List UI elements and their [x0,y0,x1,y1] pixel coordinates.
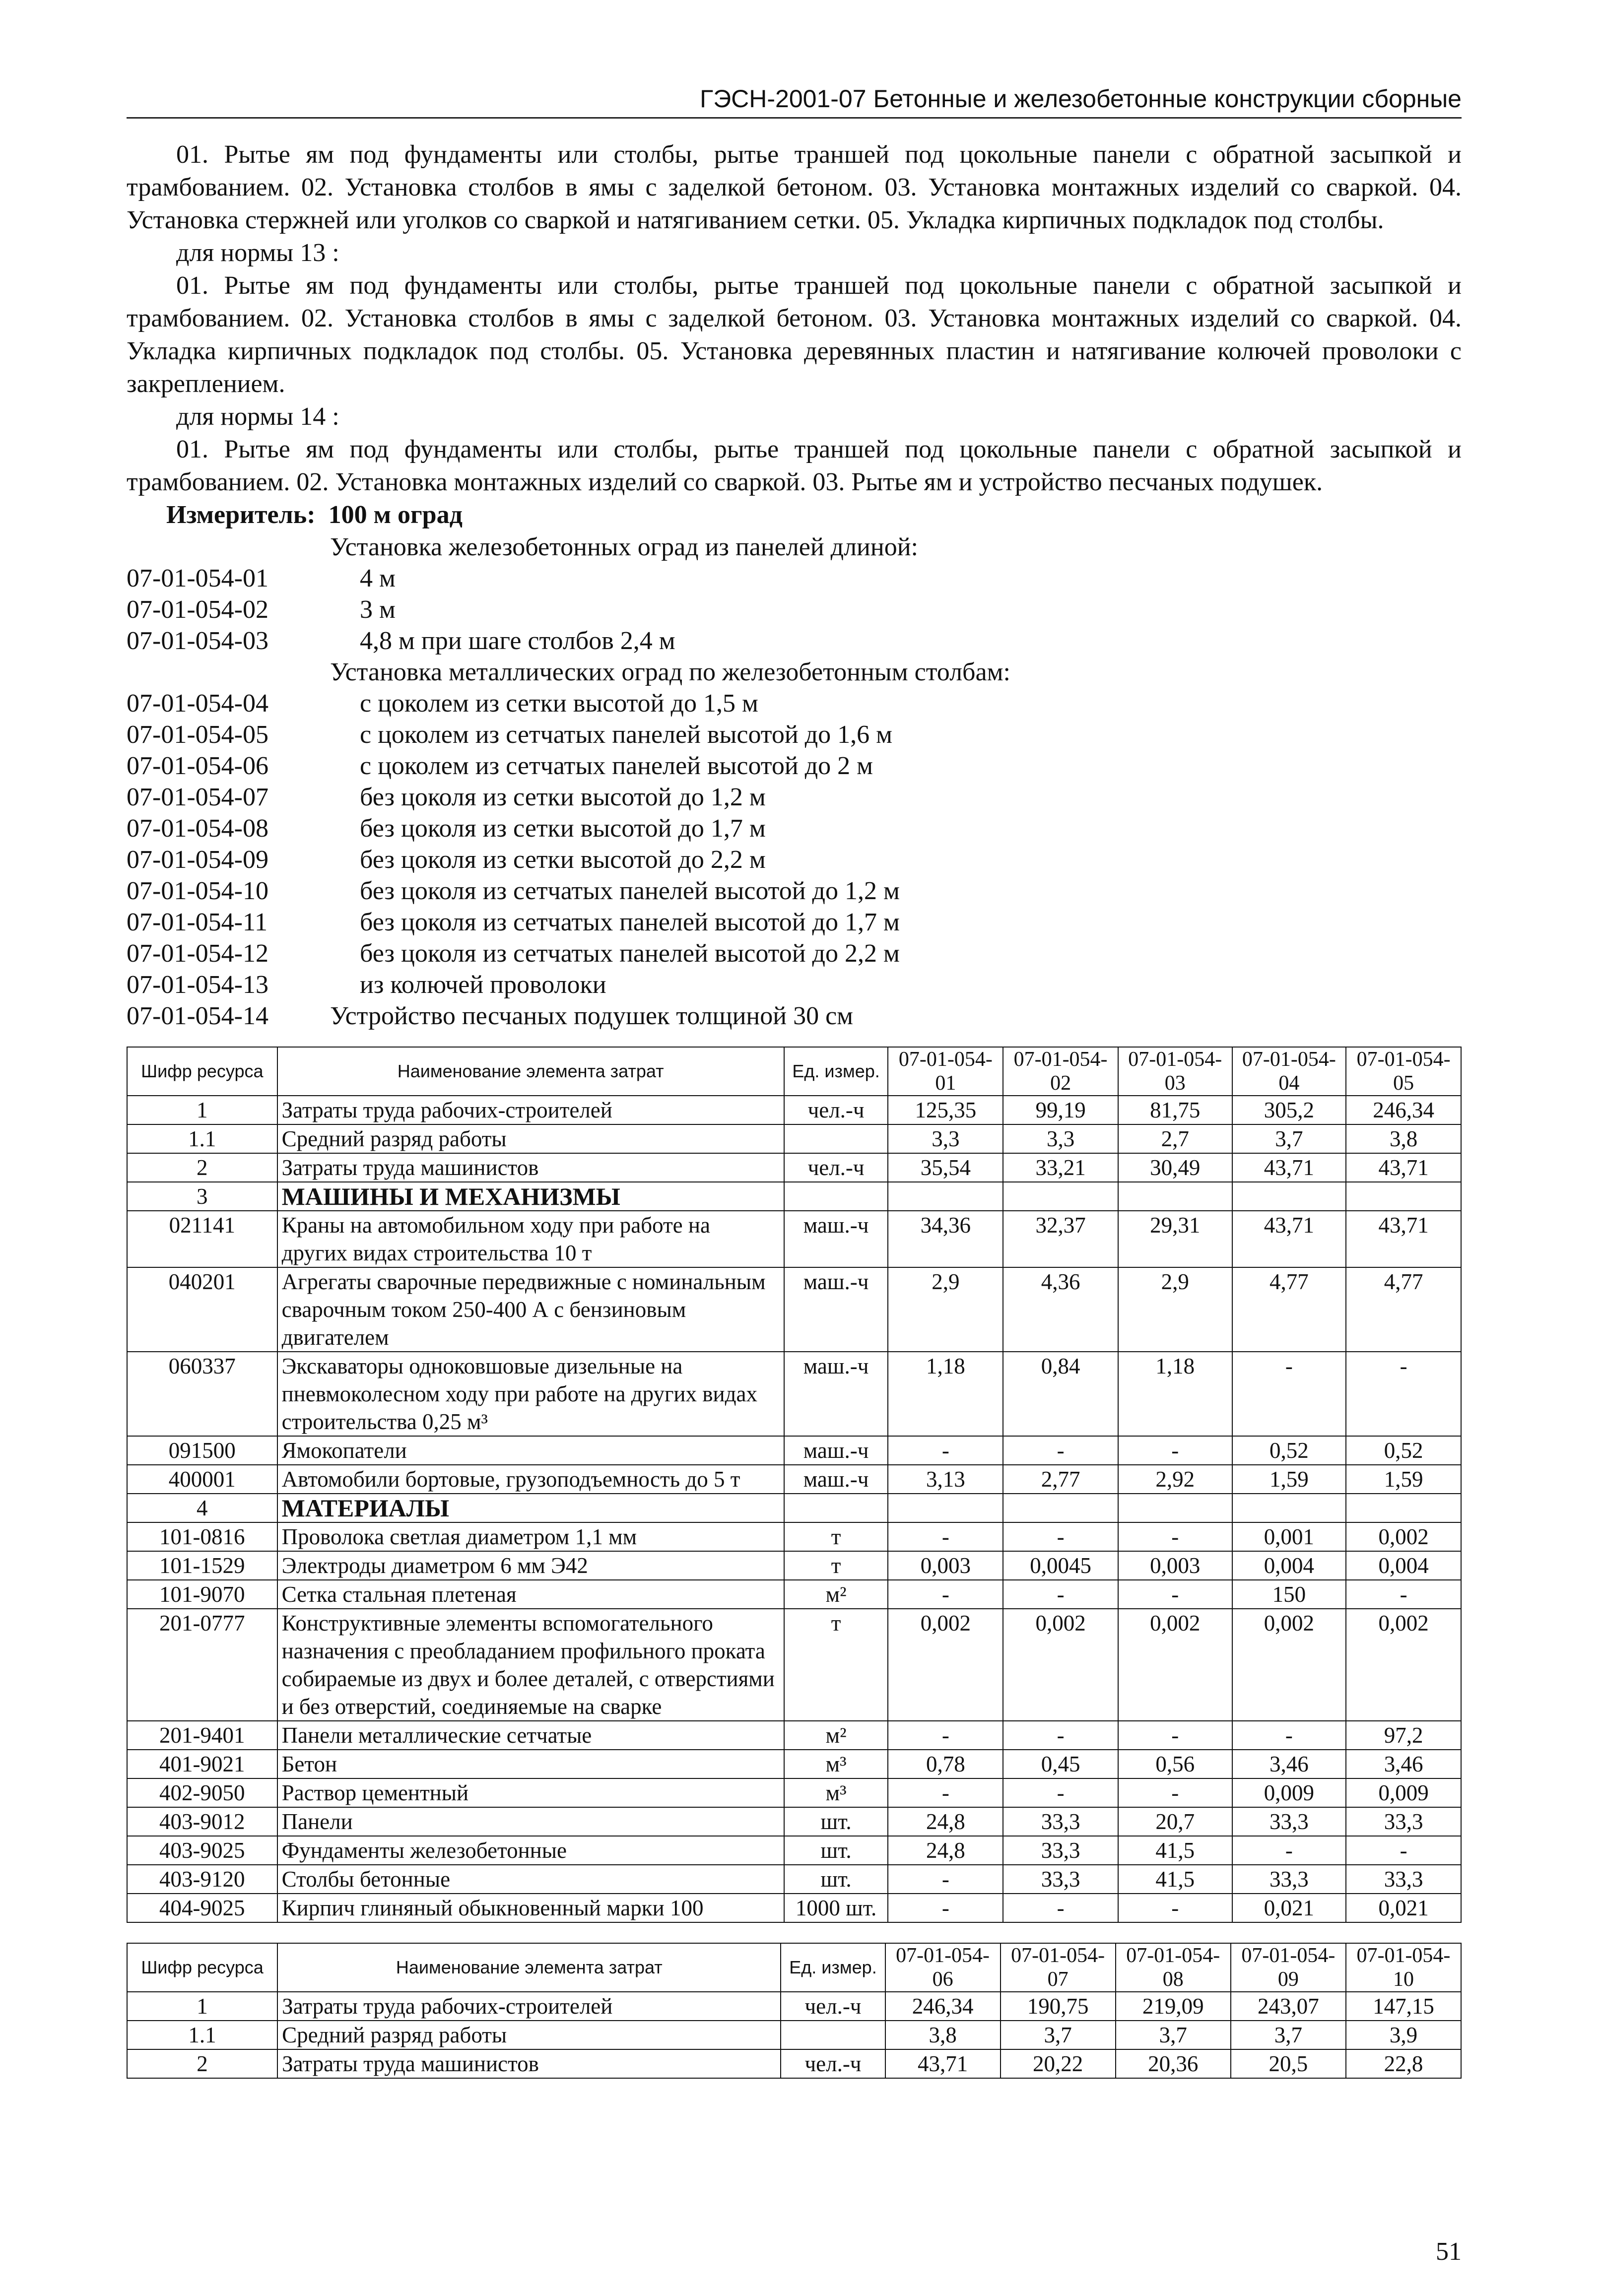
cell-code: 403-9025 [127,1836,277,1865]
cell-name: Электроды диаметром 6 мм Э42 [277,1551,784,1580]
cell-value: 81,75 [1118,1096,1232,1124]
cell-value: 0,84 [1003,1352,1118,1436]
cell-value [888,1182,1003,1211]
table-body [127,1992,1461,2078]
table-row [127,1551,1461,1580]
cell-unit: чел.-ч [781,2049,885,2078]
table-body [127,1096,1461,1922]
cell-value: - [1003,1580,1118,1609]
cell-code: 403-9012 [127,1807,277,1836]
cell-value: 147,15 [1346,1992,1461,2021]
header-unit: Ед. измер. [784,1047,888,1096]
cell-value: 20,36 [1116,2049,1231,2078]
header-norm: 07-01-054-04 [1232,1047,1346,1096]
header-norm: 07-01-054-08 [1116,1943,1231,1992]
cell-name: Ямокопатели [277,1436,784,1465]
cell-value: 1,18 [888,1352,1003,1436]
cell-value: 29,31 [1118,1211,1232,1267]
norm-name: 3 м [360,595,396,624]
norm-name: с цоколем из сетки высотой до 1,5 м [360,689,758,718]
cell-name: Столбы бетонные [277,1865,784,1894]
norm-name: с цоколем из сетчатых панелей высотой до 2 м [360,752,873,780]
resource-table-2 [127,1943,1462,2079]
table-row [127,1211,1461,1267]
cell-value: 0,009 [1346,1778,1461,1807]
cell-value: 0,52 [1346,1436,1461,1465]
norm-code: 07-01-054-06 [127,752,268,780]
cell-value: 99,19 [1003,1096,1118,1124]
cell-unit: м³ [784,1778,888,1807]
cell-value: 3,13 [888,1465,1003,1494]
norm-code: 07-01-054-04 [127,689,268,718]
cell-value: - [1118,1721,1232,1750]
cell-unit: м³ [784,1750,888,1778]
measure-value: 100 м оград [328,501,463,529]
cell-value: - [888,1522,1003,1551]
cell-value: - [1346,1352,1461,1436]
cell-value: 20,22 [1001,2049,1116,2078]
resource-table-1 [127,1047,1462,1923]
cell-code: 4 [127,1494,277,1522]
cell-unit [784,1494,888,1522]
cell-code: 060337 [127,1352,277,1436]
cell-value: 243,07 [1231,1992,1346,2021]
cell-name: МАШИНЫ И МЕХАНИЗМЫ [277,1182,784,1211]
cell-value: 43,71 [1232,1211,1346,1267]
table-row [127,2021,1461,2049]
cell-value: 219,09 [1116,1992,1231,2021]
cell-value: - [1118,1436,1232,1465]
cell-name: Затраты труда машинистов [277,1153,784,1182]
norm-code-row [127,813,1462,844]
cell-value: 33,3 [1003,1807,1118,1836]
measure-label: Измеритель: [166,501,316,529]
cell-value: 0,003 [1118,1551,1232,1580]
cell-value: 0,002 [1346,1609,1461,1721]
cell-name: Панели [277,1807,784,1836]
cell-name: Проволока светлая диаметром 1,1 мм [277,1522,784,1551]
cell-value: 43,71 [1232,1153,1346,1182]
cell-value [888,1494,1003,1522]
norm-code: 07-01-054-10 [127,877,268,905]
cell-value: 43,71 [1346,1211,1461,1267]
cell-code: 101-1529 [127,1551,277,1580]
table-row [127,1124,1461,1153]
norm-name: без цоколя из сетчатых панелей высотой до 1,7 м [360,908,900,936]
cell-value [1232,1494,1346,1522]
cell-unit: шт. [784,1865,888,1894]
cell-value: 190,75 [1001,1992,1116,2021]
cell-value: 20,7 [1118,1807,1232,1836]
cell-value: 24,8 [888,1807,1003,1836]
cell-code: 1.1 [127,2021,277,2049]
norm-code-row [127,563,1462,594]
cell-value: - [1003,1436,1118,1465]
cell-value: 3,7 [1231,2021,1346,2049]
cell-value: 1,59 [1232,1465,1346,1494]
header-norm: 07-01-054-05 [1346,1047,1461,1096]
header-norm: 07-01-054-02 [1003,1047,1118,1096]
cell-value: 0,002 [888,1609,1003,1721]
table-row [127,1609,1461,1721]
norm-13-label: для нормы 13 : [176,239,339,267]
table-row [127,1807,1461,1836]
cell-value: 2,9 [888,1267,1003,1352]
cell-value: 33,3 [1232,1865,1346,1894]
cell-name: Средний разряд работы [277,2021,781,2049]
table-row [127,1436,1461,1465]
cell-value: 3,9 [1346,2021,1461,2049]
cell-value: - [1232,1721,1346,1750]
cell-code: 2 [127,2049,277,2078]
cell-value: - [1346,1580,1461,1609]
cell-value: - [1118,1894,1232,1922]
table-header-row [127,1047,1461,1096]
header-name: Наименование элемента затрат [277,1047,784,1096]
norm-codes-list [127,531,1462,1032]
work-composition [127,138,1462,499]
table-row [127,1836,1461,1865]
cell-name: Конструктивные элементы вспомогательного назначения с преобладанием профильного проката собираемые из двух и более деталей, с отверстиями и без отверстий, соединяемые на сварке [277,1609,784,1721]
cell-name: Кирпич глиняный обыкновенный марки 100 [277,1894,784,1922]
cell-unit: м² [784,1721,888,1750]
cell-value: 35,54 [888,1153,1003,1182]
cell-value: 3,46 [1232,1750,1346,1778]
cell-value [1003,1182,1118,1211]
cell-value: 0,002 [1118,1609,1232,1721]
cell-value: 0,78 [888,1750,1003,1778]
cell-code: 400001 [127,1465,277,1494]
table-row [127,1721,1461,1750]
cell-value [1118,1182,1232,1211]
cell-name: Раствор цементный [277,1778,784,1807]
cell-value: 33,3 [1346,1807,1461,1836]
norm-code-row [127,1000,1462,1032]
cell-unit: маш.-ч [784,1211,888,1267]
norm-code-row [127,719,1462,750]
cell-value: 150 [1232,1580,1346,1609]
cell-value: 2,7 [1118,1124,1232,1153]
cell-value: 0,021 [1346,1894,1461,1922]
cell-value: 4,77 [1232,1267,1346,1352]
header-norm: 07-01-054-01 [888,1047,1003,1096]
cell-value: - [1003,1894,1118,1922]
cell-value: 0,002 [1346,1522,1461,1551]
document-page [127,84,1462,2079]
cell-unit: 1000 шт. [784,1894,888,1922]
cell-code: 401-9021 [127,1750,277,1778]
cell-name: Агрегаты сварочные передвижные с номинальным сварочным током 250-400 А с бензиновым двигателем [277,1267,784,1352]
norm-code-row [127,625,1462,656]
cell-unit [781,2021,885,2049]
norm-name: 4,8 м при шаге столбов 2,4 м [360,627,675,655]
cell-value: - [888,1894,1003,1922]
cell-name: Затраты труда рабочих-строителей [277,1992,781,2021]
norm-14-label: для нормы 14 : [176,402,339,431]
cell-name: Панели металлические сетчатые [277,1721,784,1750]
norm-code-row [127,969,1462,1000]
norm-code: 07-01-054-08 [127,814,268,843]
cell-code: 404-9025 [127,1894,277,1922]
header-name: Наименование элемента затрат [277,1943,781,1992]
cell-value: - [1232,1836,1346,1865]
cell-value: 22,8 [1346,2049,1461,2078]
cell-unit: маш.-ч [784,1436,888,1465]
norm-name: без цоколя из сетчатых панелей высотой до 1,2 м [360,877,900,905]
cell-unit: маш.-ч [784,1465,888,1494]
cell-value: 3,46 [1346,1750,1461,1778]
cell-value: 33,3 [1003,1865,1118,1894]
cell-value: 97,2 [1346,1721,1461,1750]
header-norm: 07-01-054-07 [1001,1943,1116,1992]
cell-value [1346,1494,1461,1522]
cell-value: 3,8 [1346,1124,1461,1153]
cell-value: 34,36 [888,1211,1003,1267]
header-norm: 07-01-054-10 [1346,1943,1461,1992]
cell-value: 41,5 [1118,1836,1232,1865]
measure-line [127,499,1462,531]
cell-unit: т [784,1551,888,1580]
cell-name: Затраты труда рабочих-строителей [277,1096,784,1124]
table-row [127,1267,1461,1352]
norm-name: без цоколя из сетки высотой до 1,2 м [360,783,766,811]
norm-name: без цоколя из сетки высотой до 2,2 м [360,846,766,874]
cell-value: 30,49 [1118,1153,1232,1182]
norm-group-heading: Установка железобетонных оград из панелей длиной: [330,533,918,561]
table-header-row [127,1943,1461,1992]
cell-code: 1.1 [127,1124,277,1153]
cell-value: - [1232,1352,1346,1436]
table-row [127,1865,1461,1894]
cell-code: 3 [127,1182,277,1211]
cell-value: 0,56 [1118,1750,1232,1778]
cell-value [1232,1182,1346,1211]
cell-value: - [888,1778,1003,1807]
cell-value: 1,18 [1118,1352,1232,1436]
cell-value: 32,37 [1003,1211,1118,1267]
table-row [127,1494,1461,1522]
table-row [127,1153,1461,1182]
cell-value: 43,71 [1346,1153,1461,1182]
cell-value: - [888,1580,1003,1609]
cell-value: 3,3 [1003,1124,1118,1153]
cell-value: - [888,1721,1003,1750]
cell-value: 246,34 [885,1992,1001,2021]
cell-value: 33,3 [1232,1807,1346,1836]
cell-unit: т [784,1522,888,1551]
cell-value: 3,7 [1001,2021,1116,2049]
cell-value: 0,45 [1003,1750,1118,1778]
cell-code: 091500 [127,1436,277,1465]
norm-name: без цоколя из сетчатых панелей высотой до 2,2 м [360,939,900,968]
cell-unit [784,1182,888,1211]
norm-code-row [127,938,1462,969]
cell-unit [784,1124,888,1153]
cell-value: 0,009 [1232,1778,1346,1807]
cell-unit: чел.-ч [784,1153,888,1182]
table-row [127,1778,1461,1807]
cell-value: - [1346,1836,1461,1865]
cell-name: МАТЕРИАЛЫ [277,1494,784,1522]
header-norm: 07-01-054-03 [1118,1047,1232,1096]
header-code: Шифр ресурса [127,1943,277,1992]
cell-value: 3,7 [1232,1124,1346,1153]
cell-value: 24,8 [888,1836,1003,1865]
cell-value: 0,004 [1346,1551,1461,1580]
table-row [127,1894,1461,1922]
cell-value: 33,3 [1346,1865,1461,1894]
cell-value: 41,5 [1118,1865,1232,1894]
norm-code: 07-01-054-11 [127,908,268,936]
norm-name: без цоколя из сетки высотой до 1,7 м [360,814,766,843]
cell-value: 0,002 [1232,1609,1346,1721]
norm-code-row [127,782,1462,813]
norm-group-heading: Установка металлических оград по железобетонным столбам: [330,658,1010,686]
cell-value: 33,3 [1003,1836,1118,1865]
cell-value: 2,9 [1118,1267,1232,1352]
cell-value: - [1003,1522,1118,1551]
cell-value: 0,52 [1232,1436,1346,1465]
norm-code: 07-01-054-12 [127,939,268,968]
cell-value: 0,003 [888,1551,1003,1580]
cell-unit: маш.-ч [784,1267,888,1352]
norm-code: 07-01-054-05 [127,721,268,749]
cell-code: 1 [127,1096,277,1124]
norm-code-row [127,844,1462,875]
norm-code: 07-01-054-14 [127,1002,268,1030]
cell-value: 2,77 [1003,1465,1118,1494]
table-row [127,1465,1461,1494]
cell-code: 201-0777 [127,1609,277,1721]
composition-paragraph: 01. Рытье ям под фундаменты или столбы, рытье траншей под цокольные панели с обратной засыпкой и трамбованием. 02. Установка столбов в ямы с заделкой бетоном. 03. Установка монтажных изделий со сваркой. 04. Укладка кирпичных подкладок под столбы. 05. Установка деревянных пластин и натягивание колючей проволоки с закреплением. [127,271,1462,398]
table-row [127,1182,1461,1211]
cell-code: 403-9120 [127,1865,277,1894]
cell-value: 1,59 [1346,1465,1461,1494]
table-row [127,1352,1461,1436]
cell-value: 125,35 [888,1096,1003,1124]
cell-value: 0,001 [1232,1522,1346,1551]
cell-value: - [1118,1580,1232,1609]
cell-value [1346,1182,1461,1211]
cell-value: - [1003,1721,1118,1750]
cell-value: 246,34 [1346,1096,1461,1124]
cell-name: Бетон [277,1750,784,1778]
cell-code: 021141 [127,1211,277,1267]
header-code: Шифр ресурса [127,1047,277,1096]
header-unit: Ед. измер. [781,1943,885,1992]
cell-code: 201-9401 [127,1721,277,1750]
composition-paragraph: 01. Рытье ям под фундаменты или столбы, рытье траншей под цокольные панели с обратной засыпкой и трамбованием. 02. Установка столбов в ямы с заделкой бетоном. 03. Установка монтажных изделий со сваркой. 04. Установка стержней или уголков со сваркой и натягиванием сетки. 05. Укладка кирпичных подкладок под столбы. [127,140,1462,234]
cell-name: Автомобили бортовые, грузоподъемность до 5 т [277,1465,784,1494]
norm-code: 07-01-054-09 [127,846,268,874]
cell-code: 101-0816 [127,1522,277,1551]
cell-value: 3,8 [885,2021,1001,2049]
cell-code: 1 [127,1992,277,2021]
norm-code: 07-01-054-02 [127,595,268,624]
cell-unit: т [784,1609,888,1721]
cell-value: 33,21 [1003,1153,1118,1182]
composition-paragraph: 01. Рытье ям под фундаменты или столбы, рытье траншей под цокольные панели с обратной засыпкой и трамбованием. 02. Установка монтажных изделий со сваркой. 03. Рытье ям и устройство песчаных подушек. [127,435,1462,496]
table-row [127,1992,1461,2021]
cell-value: - [1118,1522,1232,1551]
cell-value: - [1003,1778,1118,1807]
norm-code: 07-01-054-13 [127,971,268,999]
table-row [127,1580,1461,1609]
page-header: ГЭСН-2001-07 Бетонные и железобетонные конструкции сборные [127,84,1462,119]
norm-code-row [127,907,1462,938]
cell-name: Краны на автомобильном ходу при работе на других видах строительства 10 т [277,1211,784,1267]
header-norm: 07-01-054-06 [885,1943,1001,1992]
cell-value: 4,36 [1003,1267,1118,1352]
cell-value: 4,77 [1346,1267,1461,1352]
header-norm: 07-01-054-09 [1231,1943,1346,1992]
cell-value: 0,021 [1232,1894,1346,1922]
cell-name: Средний разряд работы [277,1124,784,1153]
norm-name: из колючей проволоки [360,971,606,999]
norm-code-row [127,688,1462,719]
table-row [127,1750,1461,1778]
norm-code-row [127,594,1462,625]
cell-name: Экскаваторы одноковшовые дизельные на пневмоколесном ходу при работе на других видах строительства 0,25 м³ [277,1352,784,1436]
table-row [127,1522,1461,1551]
cell-value: 2,92 [1118,1465,1232,1494]
page-number: 51 [1436,2237,1462,2266]
cell-code: 402-9050 [127,1778,277,1807]
cell-unit: маш.-ч [784,1352,888,1436]
cell-value: 0,004 [1232,1551,1346,1580]
cell-value: - [1118,1778,1232,1807]
norm-name: с цоколем из сетчатых панелей высотой до 1,6 м [360,721,893,749]
cell-value: 305,2 [1232,1096,1346,1124]
norm-code: 07-01-054-01 [127,564,268,592]
cell-value: 3,7 [1116,2021,1231,2049]
cell-value: - [888,1436,1003,1465]
cell-code: 2 [127,1153,277,1182]
norm-name: 4 м [360,564,396,592]
cell-unit: шт. [784,1836,888,1865]
cell-name: Фундаменты железобетонные [277,1836,784,1865]
norm-code-row [127,875,1462,907]
cell-value: 43,71 [885,2049,1001,2078]
cell-value [1118,1494,1232,1522]
cell-unit: чел.-ч [784,1096,888,1124]
norm-name: Устройство песчаных подушек толщиной 30 см [330,1002,854,1030]
norm-code-row [127,750,1462,782]
cell-value: 20,5 [1231,2049,1346,2078]
cell-value: 0,002 [1003,1609,1118,1721]
norm-code: 07-01-054-07 [127,783,268,811]
norm-code: 07-01-054-03 [127,627,268,655]
cell-value: - [888,1865,1003,1894]
cell-value: 3,3 [888,1124,1003,1153]
cell-unit: м² [784,1580,888,1609]
cell-name: Сетка стальная плетеная [277,1580,784,1609]
cell-code: 101-9070 [127,1580,277,1609]
cell-value [1003,1494,1118,1522]
table-row [127,2049,1461,2078]
cell-unit: шт. [784,1807,888,1836]
cell-code: 040201 [127,1267,277,1352]
cell-value: 0,0045 [1003,1551,1118,1580]
cell-unit: чел.-ч [781,1992,885,2021]
table-row [127,1096,1461,1124]
cell-name: Затраты труда машинистов [277,2049,781,2078]
